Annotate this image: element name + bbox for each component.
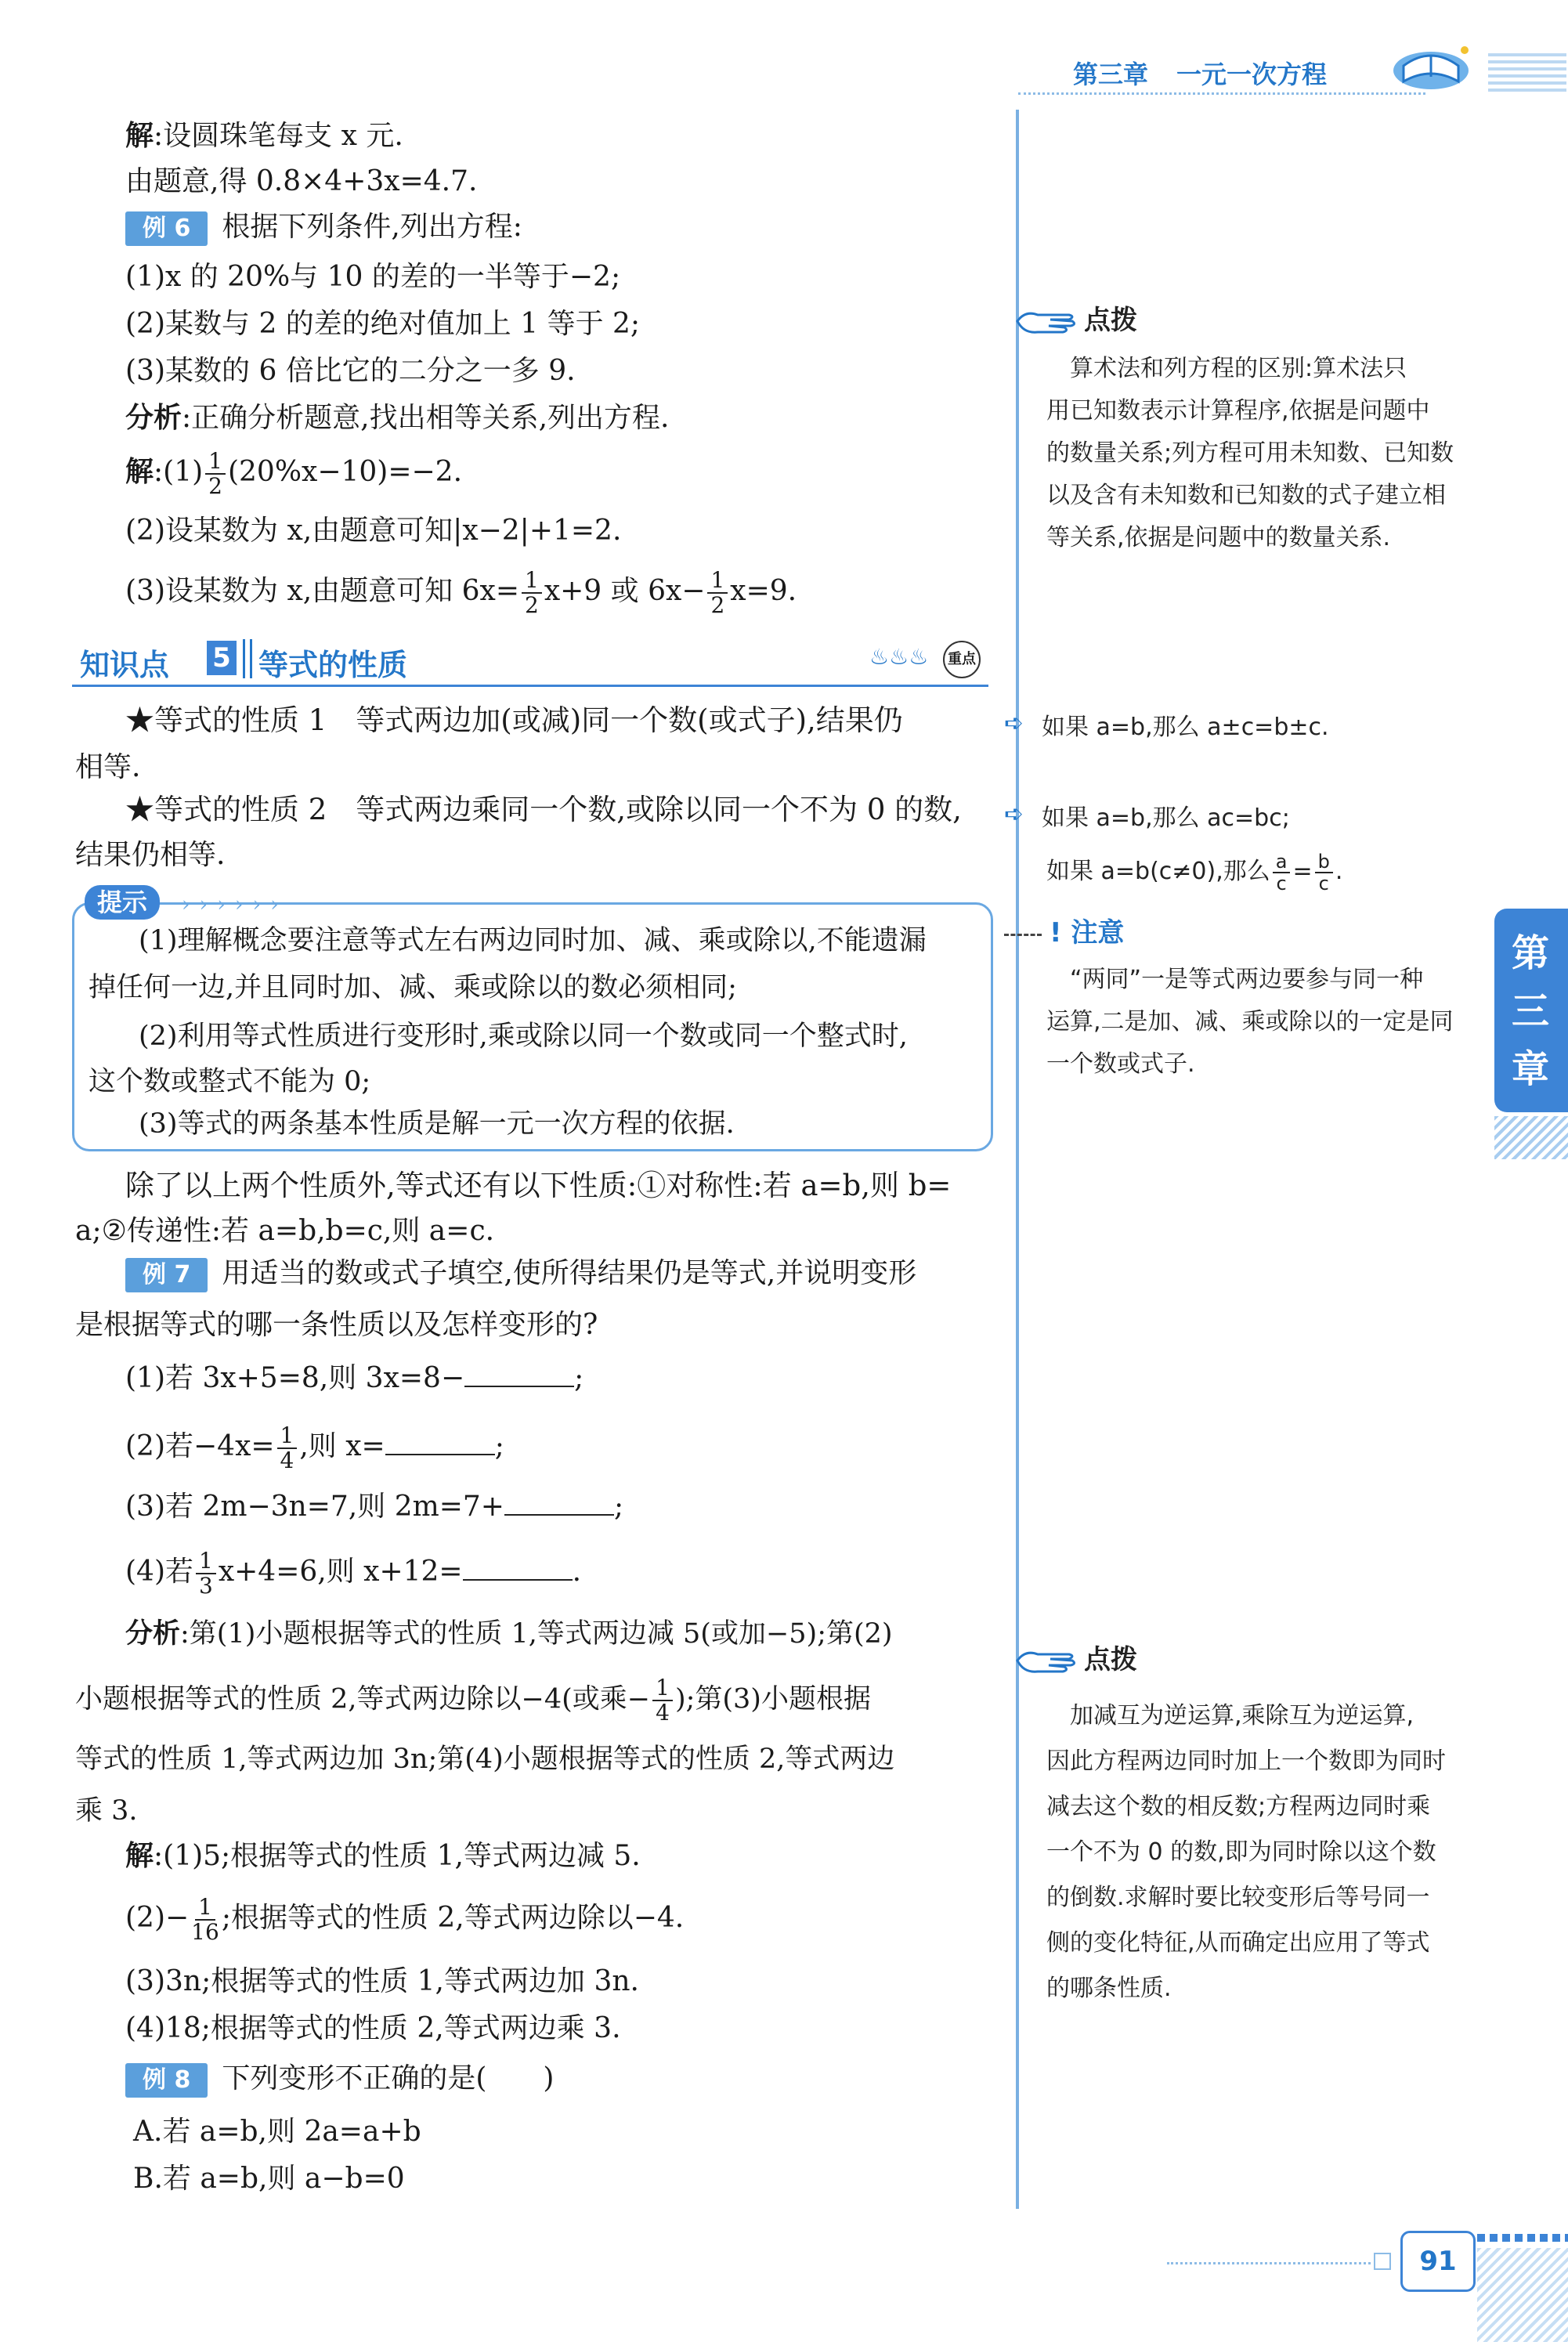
example6-solution-2: (2)设某数为 x,由题意可知|x−2|+1=2.: [125, 515, 622, 547]
sidebar-tip1-line-2: 用已知数表示计算程序,依据是问题中: [1046, 397, 1430, 425]
extra-properties-line1: 除了以上两个性质外,等式还有以下性质:①对称性:若 a=b,则 b=: [125, 1169, 952, 1202]
sidebar-tip2-line-7: 的哪条性质.: [1046, 1975, 1172, 2002]
section-label: 知识点: [80, 648, 170, 682]
sidebar-tip2-line-2: 因此方程两边同时加上一个数即为同时: [1046, 1747, 1446, 1775]
chapter-tab-char-1: 第: [1512, 931, 1550, 975]
example6-item-2: (2)某数与 2 的差的绝对值加上 1 等于 2;: [125, 308, 641, 340]
sidebar-attention-line-3: 一个数或式子.: [1046, 1050, 1195, 1078]
sidebar-tip2-line-6: 侧的变化特征,从而确定出应用了等式: [1046, 1929, 1430, 1957]
example7-solution-2: (2)− $\frac{1}{16}$ ;根据等式的性质 2,等式两边除以−4.: [125, 1894, 685, 1945]
sidebar-tip1-line-5: 等关系,依据是问题中的数量关系.: [1046, 524, 1391, 551]
pointing-hand-icon: [1014, 304, 1085, 338]
example6-item-1: (1)x 的 20%与 10 的差的一半等于−2;: [125, 261, 621, 293]
sidebar-attention-title: ! 注意: [1050, 917, 1125, 949]
property1-line2: 相等.: [75, 751, 141, 783]
example7-analysis-line3: 等式的性质 1,等式两边加 3n;第(4)小题根据等式的性质 2,等式两边: [75, 1744, 895, 1775]
example7-analysis-line1: 分析:第(1)小题根据等式的性质 1,等式两边减 5(或加−5);第(2): [125, 1618, 893, 1650]
flame-icons: ♨♨♨: [869, 644, 929, 670]
attention-connector: [1004, 934, 1042, 936]
sidebar-tip2-title: 点拨: [1084, 1644, 1137, 1675]
example6-analysis: 分析:正确分析题意,找出相等关系,列出方程.: [125, 402, 670, 434]
example7-q4: (4)若 $\frac{1}{3}$ x+4=6,则 x+12= .: [125, 1548, 582, 1599]
example8-option-b: B.若 a=b,则 a−b=0: [133, 2163, 405, 2195]
example6-solution-1: 解:(1) $\frac{1}{2}$ (20%x−10)=−2.: [125, 448, 463, 499]
footer-dots: [1477, 2234, 1568, 2242]
page-number: 91: [1400, 2231, 1476, 2292]
tip-chevrons: › › › › › ›: [182, 893, 280, 916]
sidebar-tip1-title: 点拨: [1084, 305, 1137, 336]
example7-q3: (3)若 2m−3n=7,则 2m=7+ ;: [125, 1491, 624, 1523]
example6-solution-3: (3)设某数为 x,由题意可知 6x= $\frac{1}{2}$ x+9 或 6x− $\frac{1}{2}$ x=9.: [125, 567, 797, 618]
property1-line1: ★等式的性质 1 等式两边加(或减)同一个数(或式子),结果仍: [125, 703, 903, 737]
chapter-tab-char-3: 章: [1512, 1047, 1550, 1091]
tip-line-3: (2)利用等式性质进行变形时,乘或除以同一个数或同一个整式时,: [139, 1021, 908, 1052]
tip-box: [72, 902, 993, 1151]
section-number: 5: [207, 641, 237, 675]
example7-solution-4: (4)18;根据等式的性质 2,等式两边乘 3.: [125, 2012, 621, 2044]
top-solution-line: 解:设圆珠笔每支 x 元.: [125, 120, 403, 152]
sidebar-note-1: 如果 a=b,那么 a±c=b±c.: [1042, 714, 1329, 741]
extra-properties-line2: a;②传递性:若 a=b,b=c,则 a=c.: [75, 1215, 495, 1247]
example7-prompt-line2: 是根据等式的哪一条性质以及怎样变形的?: [75, 1309, 598, 1341]
footer-square-icon: [1374, 2253, 1391, 2270]
blank-q3[interactable]: [504, 1491, 614, 1516]
example8-header: 例 8 下列变形不正确的是( ): [125, 2060, 554, 2098]
example6-item-3: (3)某数的 6 倍比它的二分之一多 9.: [125, 355, 576, 387]
column-divider: [1016, 110, 1019, 2209]
sidebar-note-3: 如果 a=b(c≠0),那么 $\frac{a}{c}$ = $\frac{b}{c}$ .: [1046, 850, 1343, 895]
example7-q1: (1)若 3x+5=8,则 3x=8− ;: [125, 1362, 584, 1394]
example6-label: 例 6: [125, 211, 208, 246]
example7-analysis-line2: 小题根据等式的性质 2,等式两边除以−4(或乘− $\frac{1}{4}$ );第(3)小题根据: [75, 1675, 871, 1726]
chapter-tab: [1494, 909, 1568, 1112]
sidebar-tip2-line-5: 的倒数.求解时要比较变形后等号同一: [1046, 1884, 1430, 1911]
arrow-icon: ➪: [1004, 710, 1024, 737]
example7-label: 例 7: [125, 1258, 208, 1292]
sidebar-tip2-line-1: 加减互为逆运算,乘除互为逆运算,: [1046, 1702, 1414, 1729]
tip-line-5: (3)等式的两条基本性质是解一元一次方程的依据.: [139, 1108, 735, 1140]
chapter-tab-stripes: [1494, 1116, 1568, 1159]
property2-line2: 结果仍相等.: [75, 839, 226, 871]
top-equation-line: 由题意,得 0.8×4+3x=4.7.: [125, 165, 478, 197]
header-chapter: 第三章: [1073, 60, 1149, 89]
example7-solution-3: (3)3n;根据等式的性质 1,等式两边加 3n.: [125, 1965, 639, 1997]
section-header: [72, 636, 988, 687]
example6-prompt: 根据下列条件,列出方程:: [222, 211, 522, 243]
footer-line: [1167, 2262, 1371, 2264]
sidebar-tip2-line-3: 减去这个数的相反数;方程两边同时乘: [1046, 1793, 1431, 1820]
header-book-icon: [1388, 39, 1474, 94]
arrow-icon: ➪: [1004, 801, 1024, 828]
tip-line-1: (1)理解概念要注意等式左右两边同时加、减、乘或除以,不能遗漏: [139, 925, 927, 956]
sidebar-tip2-line-4: 一个不为 0 的数,即为同时除以这个数: [1046, 1838, 1436, 1866]
example7-q2: (2)若−4x= $\frac{1}{4}$ ,则 x= ;: [125, 1422, 504, 1473]
sidebar-tip1-line-1: 算术法和列方程的区别:算术法只: [1046, 355, 1407, 382]
example7-header: 例 7 用适当的数或式子填空,使所得结果仍是等式,并说明变形: [125, 1255, 916, 1292]
section-title: 等式的性质: [258, 648, 408, 682]
example8-label: 例 8: [125, 2063, 208, 2098]
example7-analysis-line4: 乘 3.: [75, 1795, 138, 1827]
sidebar-attention-line-2: 运算,二是加、减、乘或除以的一定是同: [1046, 1008, 1454, 1035]
sidebar-tip1-line-4: 以及含有未知数和已知数的式子建立相: [1046, 482, 1446, 509]
blank-q1[interactable]: [464, 1362, 574, 1387]
example8-option-a: A.若 a=b,则 2a=a+b: [133, 2116, 421, 2148]
example6-header: [125, 208, 522, 246]
header-stripes: [1488, 53, 1566, 92]
tip-line-4: 这个数或整式不能为 0;: [89, 1066, 371, 1097]
footer-stripes: [1477, 2248, 1568, 2342]
header-title: 一元一次方程: [1176, 60, 1328, 89]
chapter-tab-char-2: 三: [1512, 989, 1550, 1033]
section-bracket: [243, 639, 252, 678]
tip-label: 提示: [85, 885, 160, 920]
header-underline: [1018, 92, 1425, 95]
blank-q2[interactable]: [385, 1430, 495, 1455]
sidebar-tip1-line-3: 的数量关系;列方程可用未知数、已知数: [1046, 439, 1454, 467]
pointing-hand-icon: [1014, 1643, 1085, 1678]
example7-solution-1: 解:(1)5;根据等式的性质 1,等式两边减 5.: [125, 1840, 641, 1872]
section-badge: 重点: [943, 641, 981, 678]
sidebar-attention-line-1: “两同”一是等式两边要参与同一种: [1046, 966, 1424, 993]
property2-line1: ★等式的性质 2 等式两边乘同一个数,或除以同一个不为 0 的数,: [125, 793, 962, 826]
tip-line-2: 掉任何一边,并且同时加、减、乘或除以的数必须相同;: [89, 972, 737, 1003]
blank-q4[interactable]: [463, 1556, 573, 1581]
sidebar-note-2: 如果 a=b,那么 ac=bc;: [1042, 804, 1290, 832]
